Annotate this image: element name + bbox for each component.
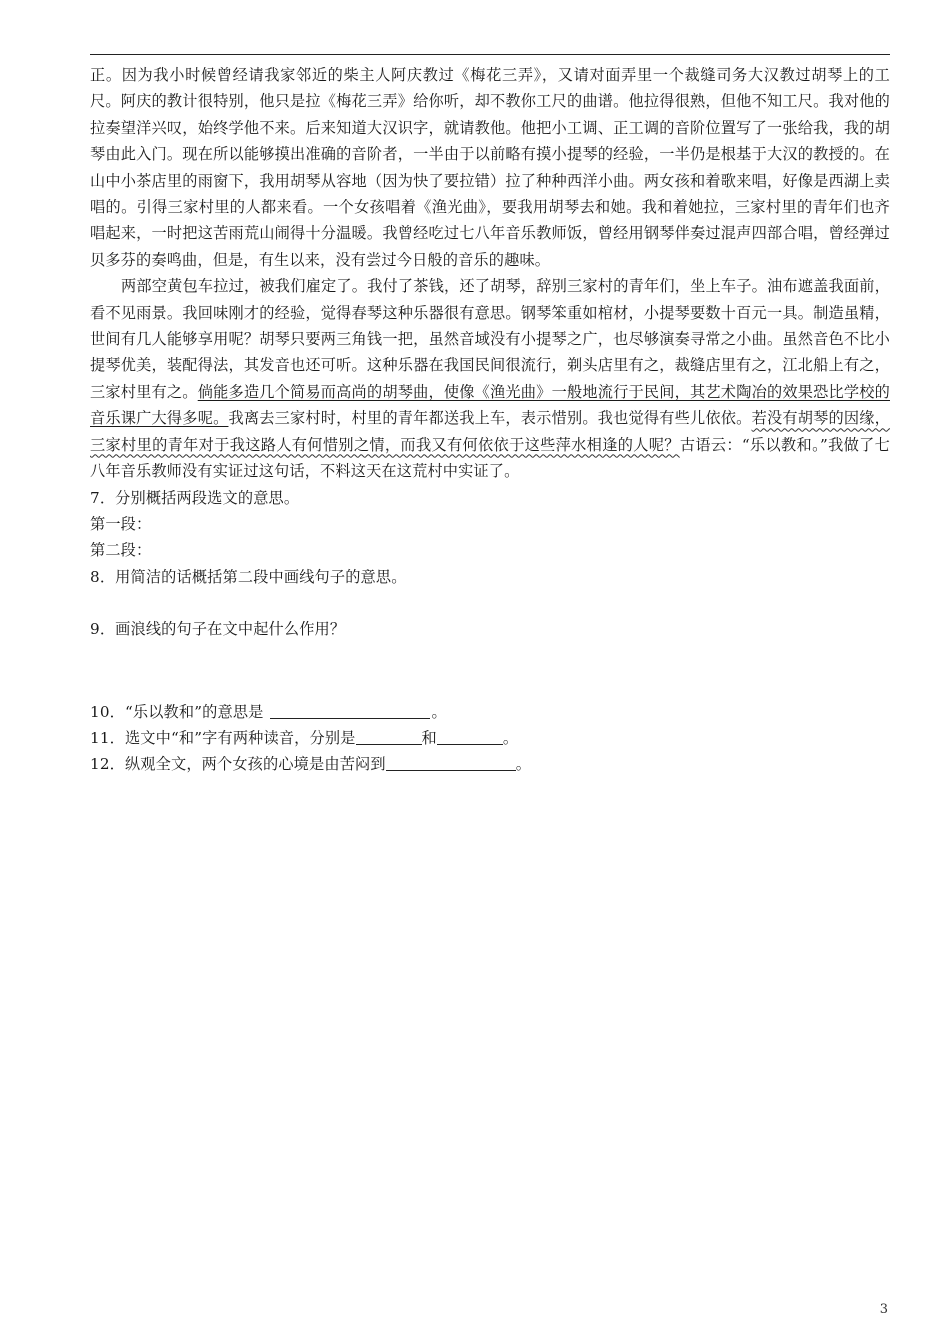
wavy-underlined-sentence: 若没有胡琴的因缘，三家村里的青年对于我这路人有何惜别之情，而我又有何依依于这些萍水相逢的人呢？	[90, 409, 890, 454]
passage-paragraph-1: 正。因为我小时候曾经请我家邻近的柴主人阿庆教过《梅花三弄》，又请对面弄里一个裁缝司务大汉教过胡琴上的工尺。阿庆的教计很特别，他只是拉《梅花三弄》给你听，却不教你工尺的曲谱。他拉得很熟，但他不知工尺。我对他的拉奏望洋兴叹，始终学他不来。后来知道大汉识字，就请教他。他把小工调、正工调的音阶位置写了一张给我，我的胡琴由此入门。现在所以能够摸出准确的音阶者，一半由于以前略有摸小提琴的经验，一半仍是根基于大汉的教授的。在山中小茶店里的雨窗下，我用胡琴从容地（因为快了要拉错）拉了种种西洋小曲。两女孩和着歌来唱，好像是西湖上卖唱的。引得三家村里的人都来看。一个女孩唱着《渔光曲》，要我用胡琴去和她。我和着她拉，三家村里的青年们也齐唱起来，一时把这苦雨荒山闹得十分温暖。我曾经吃过七八年音乐教师饭，曾经用钢琴伴奏过混声四部合唱，曾经弹过贝多芬的奏鸣曲，但是，有生以来，没有尝过今日般的音乐的趣味。	[90, 66, 890, 269]
question-11-suffix: 。	[502, 728, 519, 747]
page-number: 3	[879, 1302, 888, 1317]
answer-blank-12	[386, 752, 516, 771]
answer-blank-11b	[437, 726, 503, 745]
question-7: 7．分别概括两段选文的意思。	[90, 488, 300, 507]
header-rule	[90, 54, 890, 55]
question-9: 9．画浪线的句子在文中起什么作用？	[90, 620, 346, 639]
content-area	[90, 62, 890, 778]
question-11-text: 11．选文中“和”字有两种读音，分别是	[90, 728, 356, 747]
question-12-text: 12．纵观全文，两个女孩的心境是由苦闷到	[90, 755, 386, 774]
paragraph-2-text-b: 我离去三家村时，村里的青年都送我上车，表示惜别。我也觉得有些儿依依。	[228, 409, 752, 428]
answer-space-9	[90, 643, 890, 699]
question-8: 8．用简洁的话概括第二段中画线句子的意思。	[90, 567, 407, 586]
answer-blank-10	[270, 700, 430, 719]
passage-paragraph-2	[90, 273, 890, 484]
question-11	[90, 725, 890, 751]
question-10	[90, 699, 890, 725]
question-10-text: 10．“乐以教和”的意思是	[90, 702, 264, 721]
question-12-suffix: 。	[515, 755, 532, 774]
answer-blank-11a	[356, 726, 422, 745]
question-11-mid: 和	[421, 728, 437, 747]
question-10-suffix: 。	[431, 702, 447, 721]
answer-space-8	[90, 590, 890, 616]
underlined-sentence: 倘能多造几个简易而高尚的胡琴曲，使像《渔光曲》一般地流行于民间，其艺术陶冶的效果恐比学校的音乐课广大得多呢。	[90, 382, 890, 428]
question-7-part-1: 第一段：	[90, 514, 152, 533]
paragraph-2-text-c: 古语云：“乐以教和。”我做了七八年音乐教师没有实证过这句话，不料这天在这荒村中实证了。	[90, 435, 890, 481]
question-12	[90, 751, 890, 777]
paragraph-2-text-a: 两部空黄包车拉过，被我们雇定了。我付了茶钱，还了胡琴，辞别三家村的青年们，坐上车子。油布遮盖我面前，看不见雨景。我回味刚才的经验，觉得春琴这种乐器很有意思。钢琴笨重如棺材，小提琴要数十百元一具。制造虽精，世间有几人能够享用呢？胡琴只要两三角钱一把，虽然音域没有小提琴之广，也尽够演奏寻常之小曲。虽然音色不比小提琴优美，装配得法，其发音也还可听。这种乐器在我国民间很流行，剃头店里有之，裁缝店里有之，江北船上有之，三家村里有之。	[90, 277, 890, 401]
question-7-part-2: 第二段：	[90, 541, 152, 560]
